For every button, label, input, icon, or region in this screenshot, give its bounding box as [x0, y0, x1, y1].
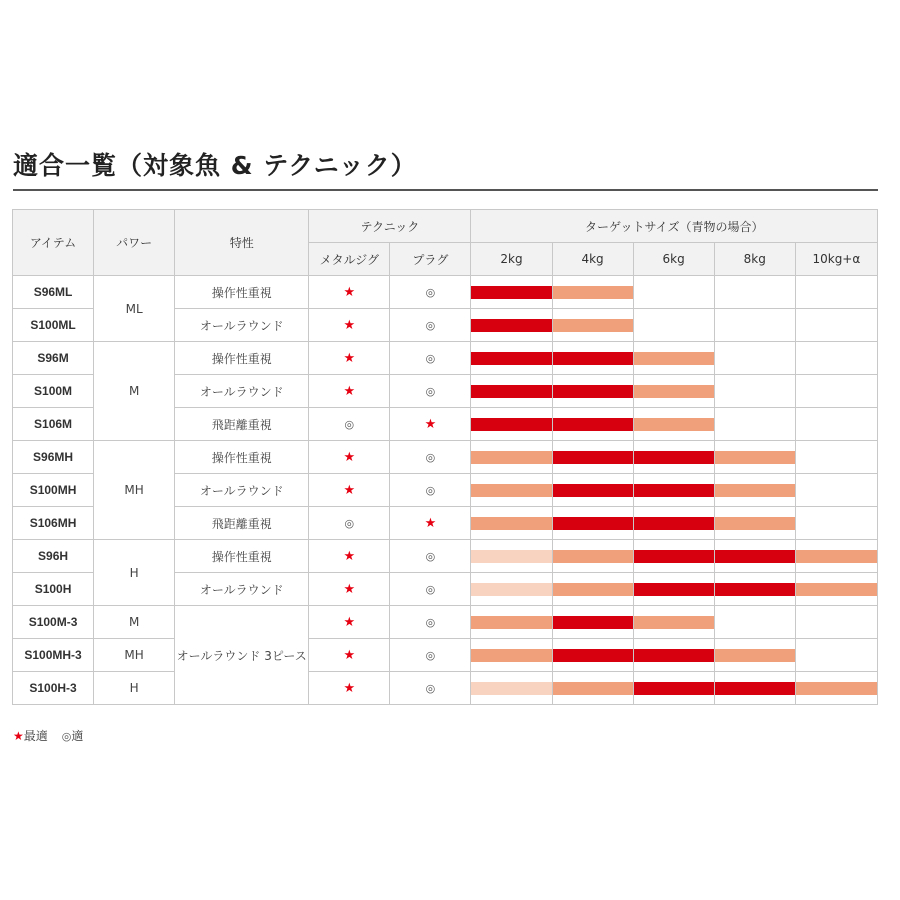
star-icon: ★ [343, 449, 356, 465]
double-circle-icon: ◎ [425, 616, 436, 629]
double-circle-icon: ◎ [425, 583, 436, 596]
size-bar-best [471, 319, 551, 332]
size-bar-cell [471, 573, 552, 606]
star-icon: ★ [343, 647, 356, 663]
size-bar-good [553, 550, 633, 563]
table-body [13, 276, 878, 705]
size-bar-best [634, 484, 714, 497]
size-bar-cell [552, 342, 633, 375]
model-cell: S96ML [13, 276, 94, 309]
size-bar-cell [714, 540, 795, 573]
double-circle-icon: ◎ [425, 319, 436, 332]
model-cell: S100MH-3 [13, 639, 94, 672]
table-row [13, 639, 878, 672]
metal-jig-rating [309, 507, 390, 540]
size-bar-cell [471, 606, 552, 639]
size-bar-good [715, 451, 795, 464]
size-bar-cell [633, 672, 714, 705]
star-icon: ★ [343, 383, 356, 399]
size-bar-best [634, 550, 714, 563]
metal-jig-rating [309, 540, 390, 573]
size-bar-cell [633, 375, 714, 408]
size-bar-cell [714, 672, 795, 705]
model-cell: S100H [13, 573, 94, 606]
size-bar-best [634, 649, 714, 662]
model-cell: S106MH [13, 507, 94, 540]
size-bar-cell [633, 507, 714, 540]
power-cell: M [94, 342, 175, 441]
metal-jig-rating [309, 309, 390, 342]
plug-rating [390, 474, 471, 507]
double-circle-icon: ◎ [425, 451, 436, 464]
plug-rating [390, 309, 471, 342]
header-size-4kg: 4kg [552, 243, 633, 276]
size-bar-good [796, 583, 877, 596]
size-bar-best [553, 649, 633, 662]
header-size-2kg: 2kg [471, 243, 552, 276]
feature-cell: オールラウンド [175, 573, 309, 606]
legend-good-label: 適 [71, 729, 84, 743]
model-cell: S100M-3 [13, 606, 94, 639]
size-bar-best [634, 583, 714, 596]
size-bar-good [471, 451, 551, 464]
metal-jig-rating [309, 342, 390, 375]
size-bar-good [553, 319, 633, 332]
plug-rating [390, 375, 471, 408]
metal-jig-rating [309, 441, 390, 474]
plug-rating [390, 441, 471, 474]
star-icon: ★ [424, 515, 437, 531]
size-bar-cell [552, 639, 633, 672]
header-target-size: ターゲットサイズ（青物の場合） [471, 210, 878, 243]
power-cell: M [94, 606, 175, 639]
size-bar-cell [795, 342, 877, 375]
size-bar-best [715, 550, 795, 563]
size-bar-cell [795, 606, 877, 639]
size-bar-good [553, 583, 633, 596]
size-bar-cell [714, 507, 795, 540]
size-bar-cell [714, 408, 795, 441]
size-bar-cell [795, 441, 877, 474]
size-bar-light [471, 682, 551, 695]
size-bar-cell [471, 639, 552, 672]
header-item: アイテム [13, 210, 94, 276]
table-row [13, 441, 878, 474]
size-bar-best [715, 583, 795, 596]
star-icon: ★ [343, 482, 356, 498]
feature-cell: オールラウンド [175, 474, 309, 507]
table-row [13, 606, 878, 639]
size-bar-good [634, 418, 714, 431]
plug-rating [390, 672, 471, 705]
power-cell: H [94, 672, 175, 705]
size-bar-cell [633, 276, 714, 309]
feature-cell: 操作性重視 [175, 441, 309, 474]
size-bar-best [471, 418, 551, 431]
double-circle-icon: ◎ [425, 649, 436, 662]
size-bar-cell [795, 408, 877, 441]
size-bar-good [634, 352, 714, 365]
model-cell: S100MH [13, 474, 94, 507]
feature-cell: 飛距離重視 [175, 408, 309, 441]
header-power: パワー [94, 210, 175, 276]
size-bar-cell [633, 342, 714, 375]
feature-cell: オールラウンド [175, 309, 309, 342]
double-circle-icon: ◎ [425, 484, 436, 497]
double-circle-icon: ◎ [425, 385, 436, 398]
size-bar-cell [471, 408, 552, 441]
size-bar-best [634, 682, 714, 695]
size-bar-cell [471, 672, 552, 705]
size-bar-cell [795, 276, 877, 309]
header-size-6kg: 6kg [633, 243, 714, 276]
model-cell: S100H-3 [13, 672, 94, 705]
star-icon: ★ [343, 548, 356, 564]
size-bar-cell [552, 606, 633, 639]
size-bar-cell [471, 309, 552, 342]
size-bar-good [471, 649, 551, 662]
star-icon: ★ [343, 614, 356, 630]
model-cell: S96M [13, 342, 94, 375]
size-bar-cell [471, 441, 552, 474]
size-bar-cell [471, 375, 552, 408]
feature-cell: 操作性重視 [175, 276, 309, 309]
size-bar-best [553, 385, 633, 398]
power-cell: ML [94, 276, 175, 342]
title-divider [13, 189, 878, 191]
size-bar-good [715, 649, 795, 662]
double-circle-icon: ◎ [61, 730, 72, 743]
feature-cell: オールラウンド 3ピース [175, 606, 309, 705]
star-icon: ★ [13, 729, 24, 743]
size-bar-cell [552, 309, 633, 342]
size-bar-cell [471, 540, 552, 573]
size-bar-cell [633, 639, 714, 672]
size-bar-cell [552, 672, 633, 705]
size-bar-cell [714, 309, 795, 342]
page-title: 適合一覧（対象魚 & テクニック） [13, 151, 417, 180]
size-bar-best [471, 286, 551, 299]
star-icon: ★ [343, 350, 356, 366]
star-icon: ★ [424, 416, 437, 432]
size-bar-cell [714, 276, 795, 309]
size-bar-best [471, 352, 551, 365]
header-technique: テクニック [309, 210, 471, 243]
plug-rating [390, 408, 471, 441]
size-bar-light [471, 550, 551, 563]
header-plug: プラグ [390, 243, 471, 276]
star-icon: ★ [343, 680, 356, 696]
size-bar-best [471, 385, 551, 398]
plug-rating [390, 540, 471, 573]
header-metal-jig: メタルジグ [309, 243, 390, 276]
size-bar-cell [795, 375, 877, 408]
size-bar-best [553, 484, 633, 497]
feature-cell: オールラウンド [175, 375, 309, 408]
feature-cell: 飛距離重視 [175, 507, 309, 540]
size-bar-good [715, 517, 795, 530]
size-bar-cell [714, 606, 795, 639]
metal-jig-rating [309, 276, 390, 309]
size-bar-cell [714, 441, 795, 474]
double-circle-icon: ◎ [425, 352, 436, 365]
table-row [13, 672, 878, 705]
size-bar-cell [714, 375, 795, 408]
size-bar-best [634, 451, 714, 464]
size-bar-cell [795, 507, 877, 540]
model-cell: S106M [13, 408, 94, 441]
legend [13, 727, 83, 744]
metal-jig-rating [309, 573, 390, 606]
size-bar-cell [795, 309, 877, 342]
model-cell: S96H [13, 540, 94, 573]
metal-jig-rating [309, 408, 390, 441]
size-bar-best [634, 517, 714, 530]
feature-cell: 操作性重視 [175, 540, 309, 573]
size-bar-cell [714, 474, 795, 507]
size-bar-cell [795, 672, 877, 705]
feature-cell: 操作性重視 [175, 342, 309, 375]
double-circle-icon: ◎ [425, 682, 436, 695]
model-cell: S100M [13, 375, 94, 408]
plug-rating [390, 639, 471, 672]
size-bar-good [796, 682, 877, 695]
model-cell: S100ML [13, 309, 94, 342]
size-bar-cell [471, 474, 552, 507]
size-bar-cell [795, 639, 877, 672]
size-bar-cell [552, 507, 633, 540]
header-size-8kg: 8kg [714, 243, 795, 276]
size-bar-best [553, 352, 633, 365]
size-bar-best [715, 682, 795, 695]
size-bar-cell [471, 276, 552, 309]
size-bar-cell [795, 474, 877, 507]
size-bar-cell [552, 474, 633, 507]
size-bar-cell [552, 540, 633, 573]
power-cell: H [94, 540, 175, 606]
size-bar-cell [714, 342, 795, 375]
double-circle-icon: ◎ [425, 286, 436, 299]
power-cell: MH [94, 441, 175, 540]
size-bar-cell [552, 573, 633, 606]
double-circle-icon: ◎ [344, 418, 355, 431]
plug-rating [390, 342, 471, 375]
size-bar-cell [633, 474, 714, 507]
size-bar-cell [471, 507, 552, 540]
plug-rating [390, 507, 471, 540]
size-bar-best [553, 418, 633, 431]
size-bar-light [471, 583, 551, 596]
size-bar-cell [552, 276, 633, 309]
size-bar-good [471, 517, 551, 530]
size-bar-cell [633, 573, 714, 606]
metal-jig-rating [309, 375, 390, 408]
size-bar-good [553, 682, 633, 695]
size-bar-good [634, 385, 714, 398]
metal-jig-rating [309, 474, 390, 507]
size-bar-good [471, 484, 551, 497]
header-feature: 特性 [175, 210, 309, 276]
size-bar-good [796, 550, 877, 563]
size-bar-good [553, 286, 633, 299]
plug-rating [390, 573, 471, 606]
size-bar-good [634, 616, 714, 629]
plug-rating [390, 606, 471, 639]
table-row [13, 276, 878, 309]
size-bar-cell [552, 441, 633, 474]
size-bar-cell [552, 408, 633, 441]
size-bar-cell [714, 639, 795, 672]
size-bar-cell [633, 606, 714, 639]
size-bar-cell [714, 573, 795, 606]
model-cell: S96MH [13, 441, 94, 474]
header-size-10kg: 10kg+α [795, 243, 877, 276]
size-bar-cell [633, 441, 714, 474]
size-bar-good [471, 616, 551, 629]
size-bar-cell [552, 375, 633, 408]
metal-jig-rating [309, 639, 390, 672]
double-circle-icon: ◎ [344, 517, 355, 530]
star-icon: ★ [343, 581, 356, 597]
metal-jig-rating [309, 672, 390, 705]
size-bar-cell [633, 408, 714, 441]
table-row [13, 342, 878, 375]
star-icon: ★ [343, 317, 356, 333]
star-icon: ★ [343, 284, 356, 300]
size-bar-best [553, 616, 633, 629]
size-bar-cell [795, 573, 877, 606]
table-row [13, 540, 878, 573]
size-bar-best [553, 517, 633, 530]
compatibility-table [12, 209, 878, 705]
power-cell: MH [94, 639, 175, 672]
metal-jig-rating [309, 606, 390, 639]
double-circle-icon: ◎ [425, 550, 436, 563]
size-bar-good [715, 484, 795, 497]
size-bar-best [553, 451, 633, 464]
legend-best-label: 最適 [23, 729, 48, 743]
size-bar-cell [633, 540, 714, 573]
plug-rating [390, 276, 471, 309]
size-bar-cell [633, 309, 714, 342]
size-bar-cell [471, 342, 552, 375]
size-bar-cell [795, 540, 877, 573]
